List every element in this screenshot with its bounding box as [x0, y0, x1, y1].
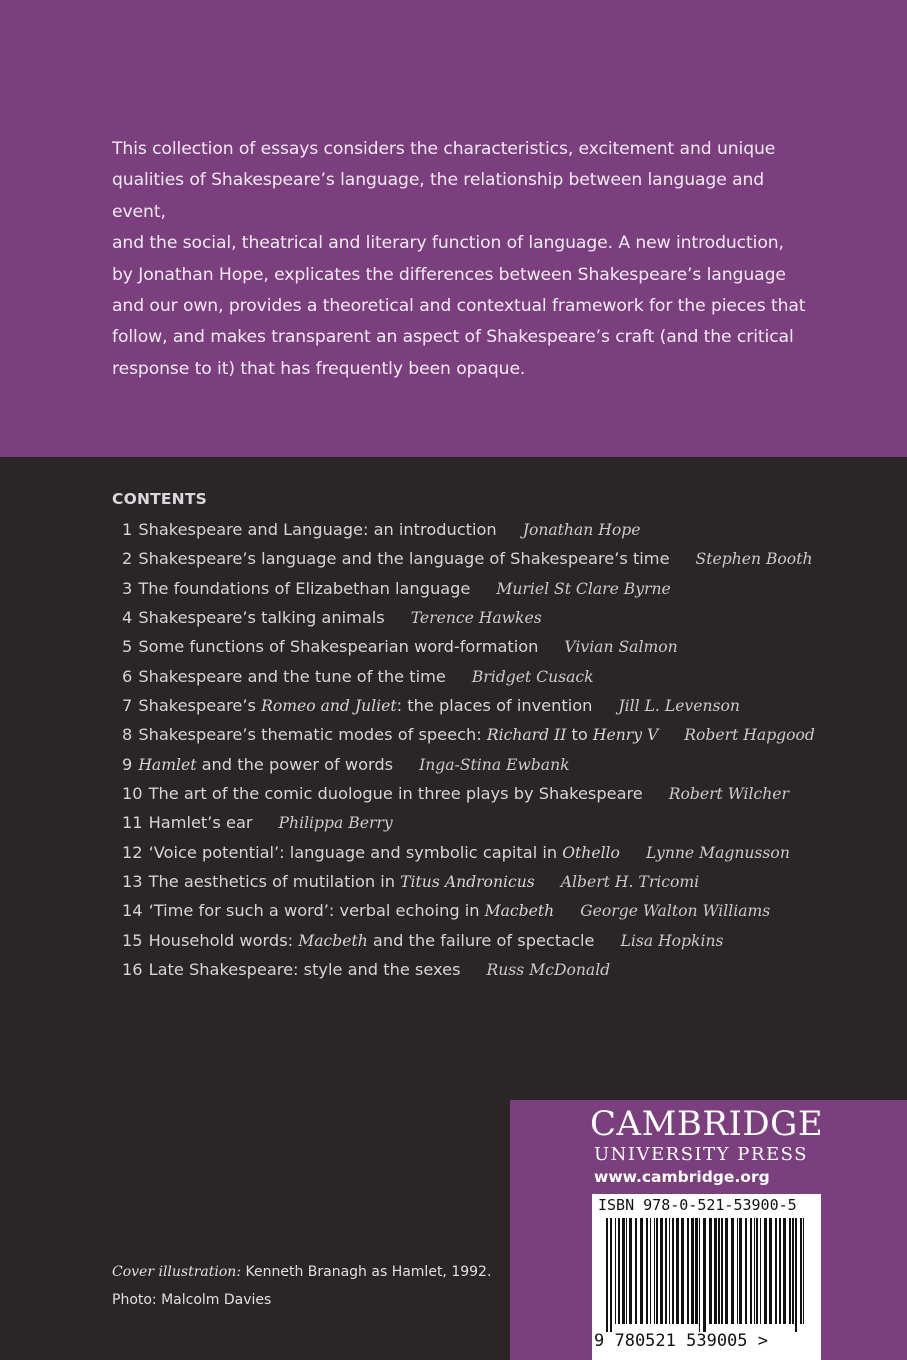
chapter-title: Shakespeare’s language and the language of Shakespeare’s time: [138, 549, 670, 569]
chapter-author: Jonathan Hope: [522, 521, 641, 539]
barcode-bar: [650, 1218, 651, 1324]
barcode-bar: [760, 1218, 761, 1324]
barcode-bar: [672, 1218, 674, 1324]
chapter-title-italic: Romeo and Juliet: [261, 697, 397, 716]
barcode-bar: [640, 1218, 643, 1324]
contents-item: [122, 955, 815, 984]
chapter-title: Shakespeare and Language: an introduction: [138, 520, 497, 539]
chapter-title: Shakespeare’s: [138, 696, 262, 716]
chapter-title-italic: Macbeth: [484, 902, 555, 921]
chapter-title: Household words:: [148, 930, 299, 950]
blurb-line: qualities of Shakespeare’s language, the relationship between language and event,: [112, 170, 765, 222]
chapter-title: Shakespeare’s talking animals: [138, 608, 385, 628]
barcode-bar: [699, 1218, 700, 1332]
chapter-title: Late Shakespeare: style and the sexes: [148, 960, 461, 980]
chapter-title: Shakespeare’s thematic modes of speech:: [138, 725, 487, 745]
contents-item: [122, 632, 815, 661]
barcode-bar: [676, 1218, 679, 1324]
chapter-author: Robert Hapgood: [684, 726, 815, 745]
publisher-url: www.cambridge.org: [594, 1168, 770, 1186]
barcode-bar: [745, 1218, 747, 1324]
contents-item: [122, 867, 815, 896]
chapter-author: Albert H. Tricomi: [560, 873, 700, 892]
chapter-title: The foundations of Elizabethan language: [138, 578, 471, 598]
contents-heading: CONTENTS: [112, 490, 207, 508]
barcode-bar: [656, 1218, 658, 1324]
barcode-bar: [665, 1218, 667, 1324]
chapter-number: 8: [122, 725, 133, 745]
barcode-box: [592, 1194, 821, 1360]
chapter-author: Stephen Booth: [695, 550, 813, 569]
contents-item: [122, 720, 815, 749]
contents-item: [122, 515, 815, 544]
chapter-title: and the power of words: [196, 754, 394, 774]
blurb-line: This collection of essays considers the characteristics, excitement and unique: [112, 139, 776, 159]
barcode-bar: [714, 1218, 717, 1324]
barcode-bar: [731, 1218, 734, 1324]
chapter-number: 11: [122, 813, 143, 833]
barcode-bar: [709, 1218, 712, 1324]
chapter-author: Inga-Stina Ewbank: [419, 755, 570, 774]
chapter-number: 3: [122, 578, 133, 598]
barcode-bar: [615, 1218, 616, 1324]
barcode-bar: [792, 1218, 794, 1324]
chapter-number: 10: [122, 784, 143, 804]
blurb-line: follow, and makes transparent an aspect of Shakespeare’s craft (and the critical: [112, 327, 794, 348]
contents-item: [122, 750, 815, 779]
publisher-subtitle: UNIVERSITY PRESS: [594, 1144, 808, 1165]
credit-label: Cover illustration:: [112, 1264, 242, 1280]
chapter-number: 14: [122, 901, 143, 921]
barcode-bar: [725, 1218, 728, 1324]
barcode-bar: [803, 1218, 804, 1324]
chapter-title-italic: Richard II: [486, 726, 567, 745]
blurb-line: and the social, theatrical and literary function of language. A new introduction,: [112, 233, 784, 254]
chapter-author: Vivian Salmon: [564, 638, 678, 657]
chapter-number: 9: [122, 754, 133, 774]
cover-credit: [112, 1258, 491, 1314]
barcode-bar: [687, 1218, 689, 1324]
contents-item: [122, 838, 815, 867]
chapter-title: Some functions of Shakespearian word-formation: [138, 637, 539, 657]
isbn-text: ISBN 978-0-521-53900-5: [598, 1196, 797, 1214]
blurb-line: by Jonathan Hope, explicates the differences between Shakespeare’s language: [112, 264, 786, 285]
chapter-number: 12: [122, 842, 143, 862]
barcode-bar: [629, 1218, 632, 1324]
blurb-line: and our own, provides a theoretical and contextual framework for the pieces that: [112, 296, 806, 317]
contents-item: [122, 544, 815, 573]
chapter-title: : the places of invention: [396, 696, 593, 716]
chapter-author: Jill L. Levenson: [618, 697, 740, 716]
chapter-title-italic: Hamlet: [138, 755, 197, 774]
chapter-author: Russ McDonald: [486, 961, 611, 980]
chapter-number: 16: [122, 960, 143, 980]
barcode-bar: [618, 1218, 620, 1324]
chapter-title-italic: Othello: [562, 843, 620, 862]
chapter-author: Philippa Berry: [278, 814, 393, 833]
chapter-title: to: [566, 725, 593, 745]
chapter-number: 4: [122, 608, 133, 628]
chapter-author: Lynne Magnusson: [645, 843, 790, 862]
publisher-panel: [510, 1100, 907, 1360]
barcode-bar: [654, 1218, 655, 1324]
chapter-title: and the failure of spectacle: [367, 930, 595, 950]
contents-item: [122, 691, 815, 720]
barcode-bar: [756, 1218, 758, 1324]
barcode-bar: [606, 1218, 608, 1332]
barcode-bar: [769, 1218, 772, 1324]
barcode-bar: [646, 1218, 648, 1324]
barcode-bar: [789, 1218, 791, 1324]
chapter-title: The aesthetics of mutilation in: [148, 872, 401, 892]
barcode-bar: [691, 1218, 694, 1324]
chapter-author: Bridget Cusack: [471, 667, 594, 686]
chapter-title: ‘Time for such a word’: verbal echoing in: [148, 901, 485, 921]
chapter-author: George Walton Williams: [580, 902, 771, 921]
barcode-bars: [598, 1218, 812, 1332]
barcode-bar: [754, 1218, 755, 1324]
barcode-bar: [681, 1218, 684, 1324]
chapter-number: 6: [122, 666, 133, 686]
chapter-number: 2: [122, 549, 133, 569]
barcode-bar: [783, 1218, 786, 1324]
contents-item: [122, 896, 815, 925]
barcode-bar: [775, 1218, 777, 1324]
barcode-bar: [795, 1218, 797, 1332]
contents-item: [122, 808, 815, 837]
barcode-bar: [635, 1218, 637, 1324]
contents-item: [122, 779, 815, 808]
contents-item: [122, 603, 815, 632]
barcode-bar: [739, 1218, 742, 1324]
contents-list: [122, 515, 815, 985]
chapter-title-italic: Titus Andronicus: [400, 873, 535, 892]
barcode-bar: [779, 1218, 781, 1324]
barcode-bar: [626, 1218, 627, 1324]
barcode-bar: [718, 1218, 720, 1324]
chapter-author: Robert Wilcher: [668, 785, 789, 804]
credit-text: Kenneth Branagh as Hamlet, 1992.: [241, 1264, 492, 1280]
chapter-number: 15: [122, 930, 143, 950]
barcode-bar: [750, 1218, 752, 1324]
chapter-title: Hamlet’s ear: [148, 813, 253, 833]
chapter-author: Terence Hawkes: [410, 609, 542, 628]
barcode-bar: [800, 1218, 802, 1324]
blurb-line: response to it) that has frequently been opaque.: [112, 358, 526, 379]
chapter-author: Muriel St Clare Byrne: [496, 579, 671, 598]
barcode-bar: [737, 1218, 738, 1324]
barcode-bar: [660, 1218, 663, 1324]
contents-item: [122, 926, 815, 955]
chapter-number: 7: [122, 696, 133, 716]
barcode-bar: [721, 1218, 723, 1324]
chapter-title-italic: Macbeth: [298, 931, 368, 950]
contents-item: [122, 574, 815, 603]
barcode-bar: [622, 1218, 625, 1324]
photo-credit: Photo: Malcolm Davies: [112, 1292, 272, 1308]
blurb-panel: [0, 0, 907, 457]
publisher-name: CAMBRIDGE: [590, 1104, 824, 1144]
chapter-number: 13: [122, 872, 143, 892]
blurb-text: [112, 134, 812, 385]
barcode-bar: [764, 1218, 767, 1324]
chapter-title: ‘Voice potential’: language and symbolic capital in: [148, 842, 563, 862]
chapter-author: Lisa Hopkins: [620, 931, 724, 950]
contents-item: [122, 662, 815, 691]
barcode-bar: [695, 1218, 698, 1324]
chapter-title: Shakespeare and the tune of the time: [138, 666, 446, 686]
chapter-number: 1: [122, 520, 133, 539]
barcode-bar: [610, 1218, 612, 1332]
ean-digits: 9 780521 539005 >: [594, 1331, 768, 1351]
chapter-title: The art of the comic duologue in three plays by Shakespeare: [148, 784, 643, 804]
barcode-bar: [703, 1218, 706, 1332]
chapter-title-italic: Henry V: [592, 726, 659, 745]
barcode-bar: [669, 1218, 670, 1324]
chapter-number: 5: [122, 637, 133, 657]
